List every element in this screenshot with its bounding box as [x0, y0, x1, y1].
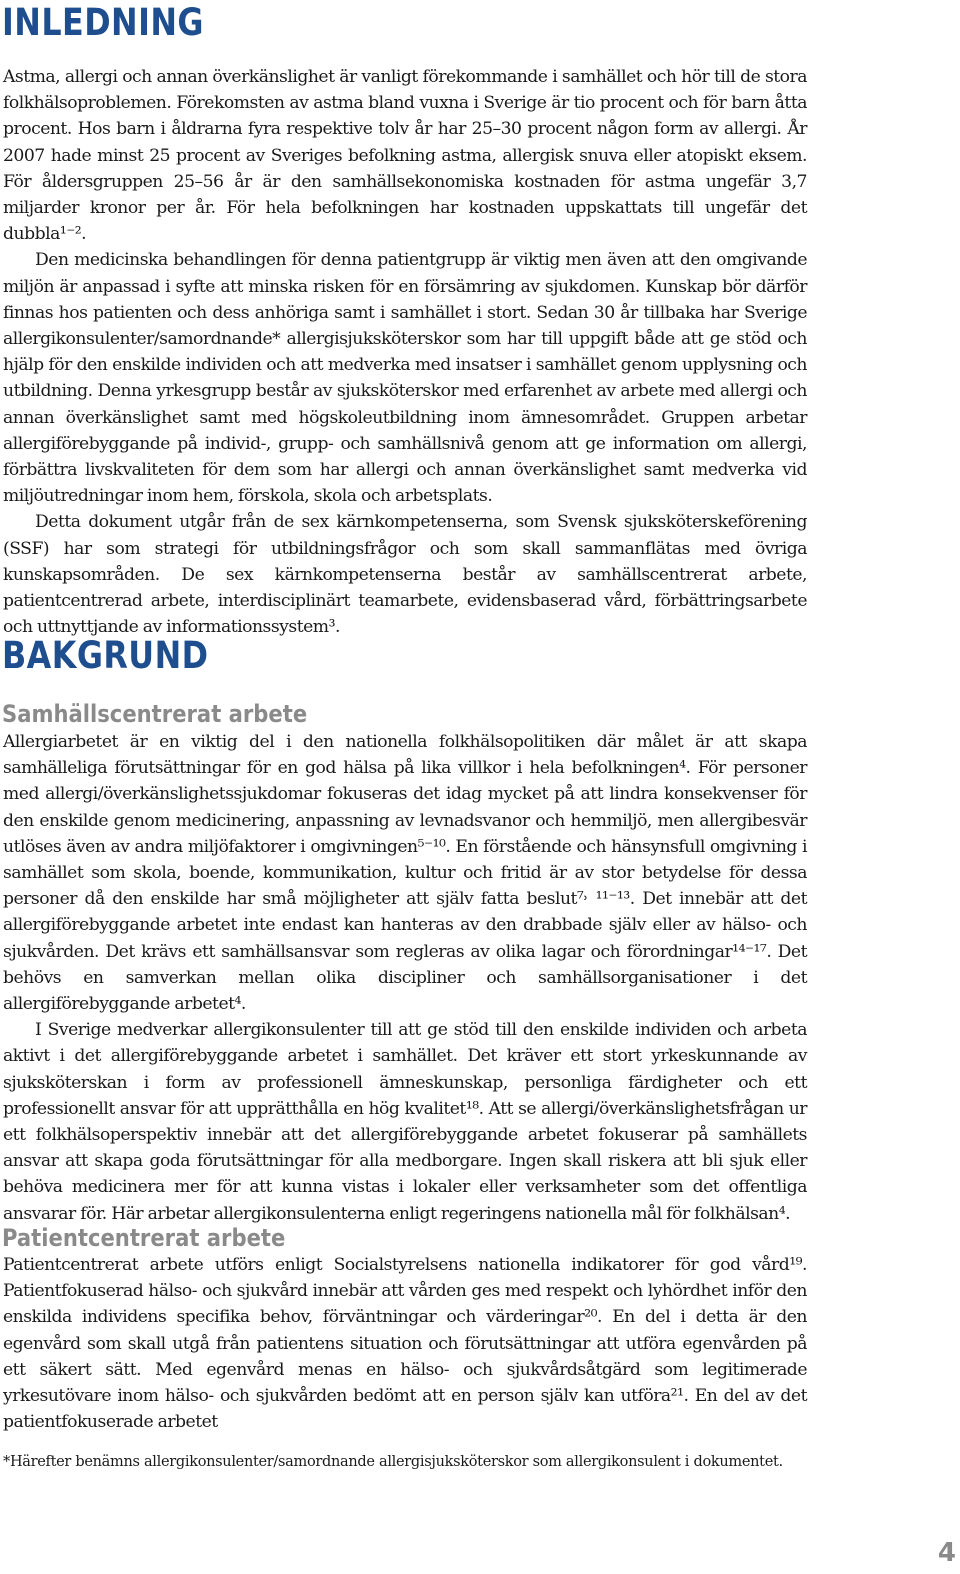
footnote: *Härefter benämns allergikonsulenter/samordnande allergisjuksköterskor som allergikonsulent i dokumentet. — [3, 1454, 783, 1470]
paragraph: Detta dokument utgår från de sex kärnkompetenserna, som Svensk sjuksköterskeförening (SSF) har som strategi för utbildningsfrågor och som skall sammanflätas med övriga kunskapsområden. De sex kärnkompetenserna består av samhällscentrerat arbete, patientcentrerad arbete, interdisciplinärt teamarbete, evidensbaserad vård, förbättringsarbete och uttnyttjande av informationssystem³. — [3, 512, 807, 638]
page-number: 4 — [937, 1538, 956, 1568]
heading-inledning: INLEDNING — [2, 1, 204, 44]
paragraph: Allergiarbetet är en viktig del i den nationella folkhälsopolitiken där målet är att skapa samhälleliga förutsättningar för en god hälsa på lika villkor i hela befolkningen⁴. För personer med allergi/överkänslighetssjukdomar fokuseras det idag mycket på att lindra konsekvenser för den enskilde genom medicinering, anpassning av levnadsvanor och hemmiljö, men allergibesvär utlöses även av andra miljöfaktorer i omgivningen⁵⁻¹⁰. En förstående och hänsynsfull omgivning i samhället som skola, boende, kommunikation, kultur och fritid är av stor betydelse för dessa personer då den enskilde har små möjligheter att själv fatta beslut⁷˒ ¹¹⁻¹³. Det innebär att det allergiförebyggande arbetet inte endast kan hanteras av den drabbade själv eller av hälso- och sjukvården. Det krävs ett samhällsansvar som regleras av olika lagar och förordningar¹⁴⁻¹⁷. Det behövs en samverkan mellan olika discipliner och samhällsorganisationer i det allergiförebyggande arbetet⁴. — [3, 732, 807, 1015]
patientcentrerat-body — [3, 1252, 807, 1435]
heading-patientcentrerat: Patientcentrerat arbete — [2, 1224, 286, 1252]
paragraph: I Sverige medverkar allergikonsulenter till att ge stöd till den enskilde individen och arbeta aktivt i det allergiförebyggande arbetet i samhället. Det kräver ett stort yrkeskunnande av sjuksköterskan i form av professionell ämneskunskap, personliga färdigheter och ett professionellt ansvar för att upprätthålla en hög kvalitet¹⁸. Att se allergi/överkänslighetsfrågan ur ett folkhälsoperspektiv innebär att det allergiförebyggande arbetet fokuserar på samhällets ansvar att skapa goda förutsättningar för alla medborgare. Ingen skall riskera att bli sjuk eller behöva medicinera mer för att kunna vistas i lokaler eller verksamheter som det offentliga ansvarar för. Här arbetar allergikonsulenterna enligt regeringens nationella mål för folkhälsan⁴. — [3, 1020, 807, 1224]
paragraph: Den medicinska behandlingen för denna patientgrupp är viktig men även att den omgivande miljön är anpassad i syfte att minska risken för en försämring av sjukdomen. Kunskap bör därför finnas hos patienten och dess anhöriga samt i samhället i stort. Sedan 30 år tillbaka har Sverige allergikonsulenter/samordnande* allergisjuksköterskor som har till uppgift både att ge stöd och hjälp för den enskilde individen och att medverka med insatser i samhället genom upplysning och utbildning. Denna yrkesgrupp består av sjuksköterskor med erfarenhet av arbete med allergi och annan överkänslighet samt med högskoleutbildning inom ämnesområdet. Gruppen arbetar allergiförebyggande på individ-, grupp- och samhällsnivå genom att ge information om allergi, förbättra livskvaliteten för dem som har allergi och annan överkänslighet samt medverka vid miljöutredningar inom hem, förskola, skola och arbetsplats. — [3, 250, 807, 507]
inledning-body — [3, 64, 807, 640]
paragraph: Astma, allergi och annan överkänslighet är vanligt förekommande i samhället och hör till de stora folkhälsoproblemen. Förekomsten av astma bland vuxna i Sverige är tio procent och för barn åtta procent. Hos barn i åldrarna fyra respektive tolv år har 25–30 procent någon form av allergi. År 2007 hade minst 25 procent av Sveriges befolkning astma, allergisk snuva eller atopiskt eksem. För åldersgruppen 25–56 år är den samhällsekonomiska kostnaden för astma ungefär 3,7 miljarder kronor per år. För hela befolkningen har kostnaden uppskattats till ungefär det dubbla¹⁻². — [3, 67, 807, 245]
heading-bakgrund: BAKGRUND — [2, 634, 209, 677]
heading-samhallscentrerat: Samhällscentrerat arbete — [2, 700, 308, 728]
paragraph: Patientcentrerat arbete utförs enligt Socialstyrelsens nationella indikatorer för god vård¹⁹. Patientfokuserad hälso- och sjukvård innebär att vården ges med respekt och lyhördhet inför den enskilda individens specifika behov, förväntningar och värderingar²⁰. En del i detta är den egenvård som skall utgå från patientens situation och förutsättningar att utföra egenvården på ett säkert sätt. Med egenvård menas en hälso- och sjukvårdsåtgärd som legitimerade yrkesutövare inom hälso- och sjukvården bedömt att en person själv kan utföra²¹. En del av det patientfokuserade arbetet — [3, 1255, 807, 1433]
samhallscentrerat-body — [3, 729, 807, 1227]
